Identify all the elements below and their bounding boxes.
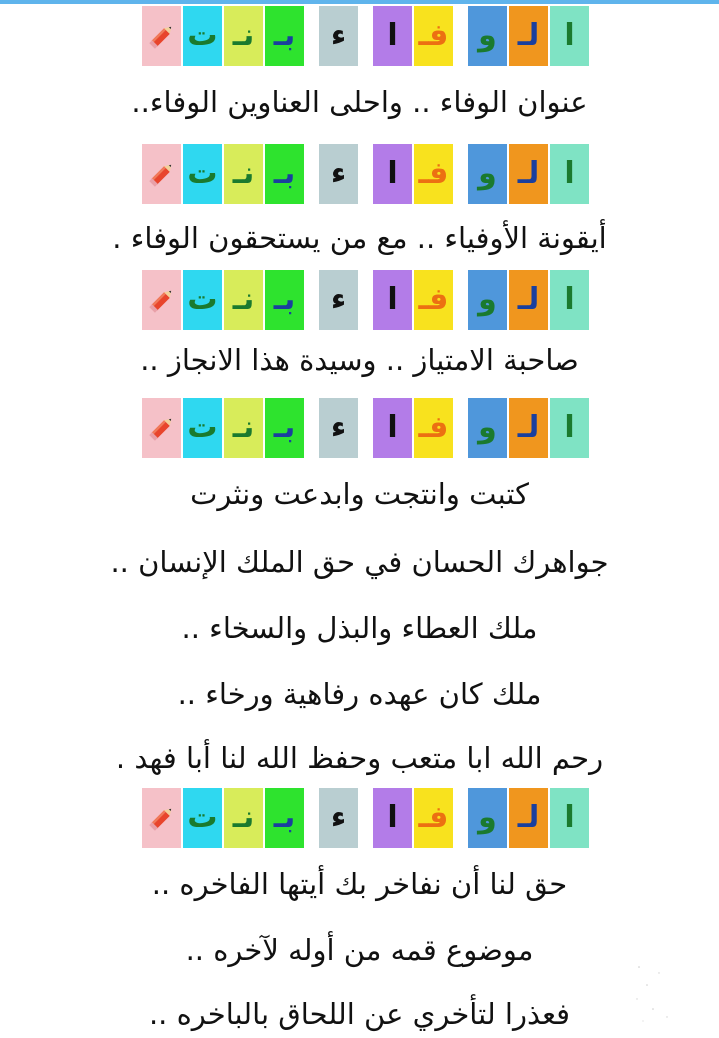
letter-tile: بـ — [265, 144, 304, 204]
verse-line: رحم الله ابا متعب وحفظ الله لنا أبا فهد . — [115, 741, 604, 775]
letter-tile: ت — [183, 6, 222, 66]
letter-tile: نـ — [224, 144, 263, 204]
verse-line: ملك كان عهده رفاهية ورخاء .. — [177, 677, 542, 711]
letter-tiles — [140, 398, 589, 458]
letter-tile: و — [468, 788, 507, 848]
letter-tile: بـ — [265, 6, 304, 66]
letter-tile: ا — [373, 788, 412, 848]
letter-tiles — [140, 788, 589, 848]
verse-line: عنوان الوفاء .. واحلى العناوين الوفاء.. — [131, 85, 588, 119]
pencil-icon — [142, 788, 181, 848]
name-banner — [0, 144, 719, 204]
name-banner — [0, 6, 719, 66]
letter-tile: لـ — [509, 6, 548, 66]
letter-tiles — [140, 144, 589, 204]
verse-line: ملك العطاء والبذل والسخاء .. — [181, 611, 538, 645]
letter-tile: بـ — [265, 788, 304, 848]
letter-tile: و — [468, 6, 507, 66]
letter-tile: ا — [550, 270, 589, 330]
letter-tiles — [140, 270, 589, 330]
letter-tile: و — [468, 270, 507, 330]
letter-tile: لـ — [509, 398, 548, 458]
letter-tile: فـ — [414, 144, 453, 204]
letter-tile: ت — [183, 144, 222, 204]
letter-tile: ء — [319, 398, 358, 458]
letter-tile: لـ — [509, 270, 548, 330]
name-banner — [0, 270, 719, 330]
letter-tile: نـ — [224, 6, 263, 66]
letter-tile: ا — [550, 144, 589, 204]
letter-tile: فـ — [414, 270, 453, 330]
letter-tile: ا — [550, 6, 589, 66]
letter-tiles — [140, 6, 589, 66]
letter-tile: بـ — [265, 270, 304, 330]
letter-tile: ا — [550, 788, 589, 848]
letter-tile: لـ — [509, 788, 548, 848]
pencil-icon — [142, 398, 181, 458]
letter-tile: و — [468, 144, 507, 204]
letter-tile: نـ — [224, 788, 263, 848]
pencil-icon — [142, 144, 181, 204]
letter-tile: ا — [373, 144, 412, 204]
verse-line: أيقونة الأوفياء .. مع من يستحقون الوفاء . — [112, 221, 607, 255]
pencil-icon — [142, 6, 181, 66]
verse-line: موضوع قمه من أوله لآخره .. — [185, 933, 534, 967]
letter-tile: بـ — [265, 398, 304, 458]
letter-tile: ت — [183, 788, 222, 848]
name-banner — [0, 788, 719, 848]
letter-tile: ت — [183, 270, 222, 330]
letter-tile: ء — [319, 270, 358, 330]
letter-tile: فـ — [414, 398, 453, 458]
letter-tile: فـ — [414, 788, 453, 848]
letter-tile: نـ — [224, 270, 263, 330]
verse-line: فعذرا لتأخري عن اللحاق بالباخره .. — [148, 997, 571, 1031]
letter-tile: ا — [373, 6, 412, 66]
pencil-icon — [142, 270, 181, 330]
name-banner — [0, 398, 719, 458]
letter-tile: ت — [183, 398, 222, 458]
image-artifact-specks — [629, 959, 679, 1029]
post-content — [0, 4, 719, 1038]
letter-tile: و — [468, 398, 507, 458]
verse-line: صاحبة الامتياز .. وسيدة هذا الانجاز .. — [140, 343, 579, 377]
verse-line: حق لنا أن نفاخر بك أيتها الفاخره .. — [151, 867, 568, 901]
verse-line: جواهرك الحسان في حق الملك الإنسان .. — [110, 545, 609, 579]
letter-tile: ا — [373, 270, 412, 330]
letter-tile: ا — [550, 398, 589, 458]
letter-tile: ا — [373, 398, 412, 458]
letter-tile: ء — [319, 144, 358, 204]
letter-tile: ء — [319, 6, 358, 66]
letter-tile: فـ — [414, 6, 453, 66]
letter-tile: نـ — [224, 398, 263, 458]
letter-tile: لـ — [509, 144, 548, 204]
letter-tile: ء — [319, 788, 358, 848]
verse-line: كتبت وانتجت وابدعت ونثرت — [190, 477, 529, 511]
